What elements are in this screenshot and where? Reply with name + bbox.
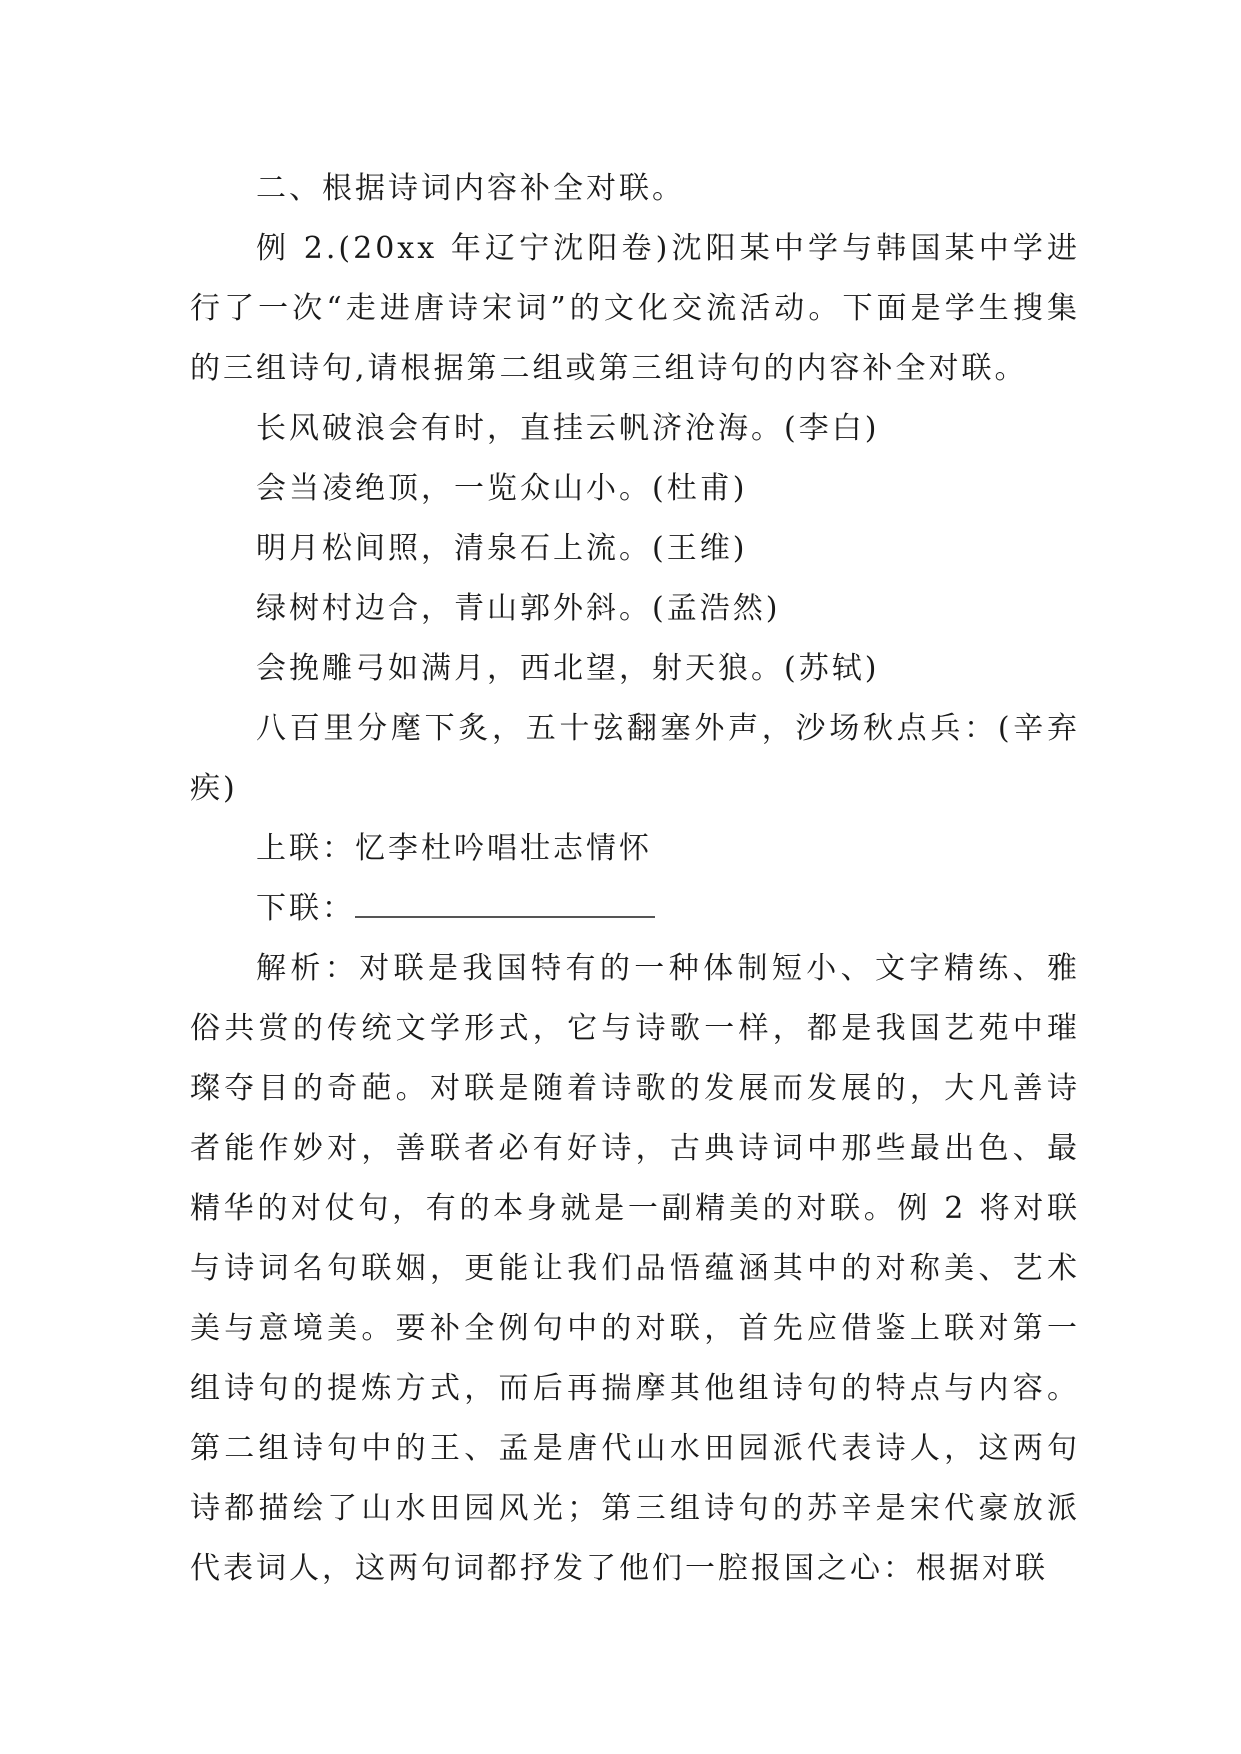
answer-blank xyxy=(355,890,655,918)
poem-line-li-bai: 长风破浪会有时，直挂云帆济沧海。(李白) xyxy=(256,411,880,446)
poem-line-xin-qiji: 八百里分麾下炙，五十弦翻塞外声，沙场秋点兵：(辛弃疾) xyxy=(190,711,1080,806)
example-question: 例 2.(20xx 年辽宁沈阳卷)沈阳某中学与韩国某中学进行了一次“走进唐诗宋词”的文化交流活动。下面是学生搜集的三组诗句,请根据第二组或第三组诗句的内容补全对联。 xyxy=(190,231,1080,386)
poem-line-wang-wei: 明月松间照，清泉石上流。(王维) xyxy=(256,531,748,566)
document-body xyxy=(190,159,1080,1599)
lower-couplet-label: 下联： xyxy=(256,891,355,926)
lower-couplet xyxy=(190,879,1080,939)
analysis-paragraph: 解析：对联是我国特有的一种体制短小、文字精练、雅俗共赏的传统文学形式，它与诗歌一样，都是我国艺苑中璀璨夺目的奇葩。对联是随着诗歌的发展而发展的，大凡善诗者能作妙对，善联者必有好诗，古典诗词中那些最出色、最精华的对仗句，有的本身就是一副精美的对联。例 2 将对联与诗词名句联姻，更能让我们品悟蕴涵其中的对称美、艺术美与意境美。要补全例句中的对联，首先应借鉴上联对第一组诗句的提炼方式，而后再揣摩其他组诗句的特点与内容。第二组诗句中的王、孟是唐代山水田园派代表诗人，这两句诗都描绘了山水田园风光；第三组诗句的苏辛是宋代豪放派代表词人，这两句词都抒发了他们一腔报国之心：根据对联 xyxy=(190,951,1080,1586)
poem-line-su-shi: 会挽雕弓如满月，西北望，射天狼。(苏轼) xyxy=(256,651,880,686)
upper-couplet: 上联：忆李杜吟唱壮志情怀 xyxy=(256,831,652,866)
section-heading: 二、根据诗词内容补全对联。 xyxy=(256,171,685,206)
poem-line-du-fu: 会当凌绝顶，一览众山小。(杜甫) xyxy=(256,471,748,506)
poem-line-meng-haoran: 绿树村边合，青山郭外斜。(孟浩然) xyxy=(256,591,781,626)
